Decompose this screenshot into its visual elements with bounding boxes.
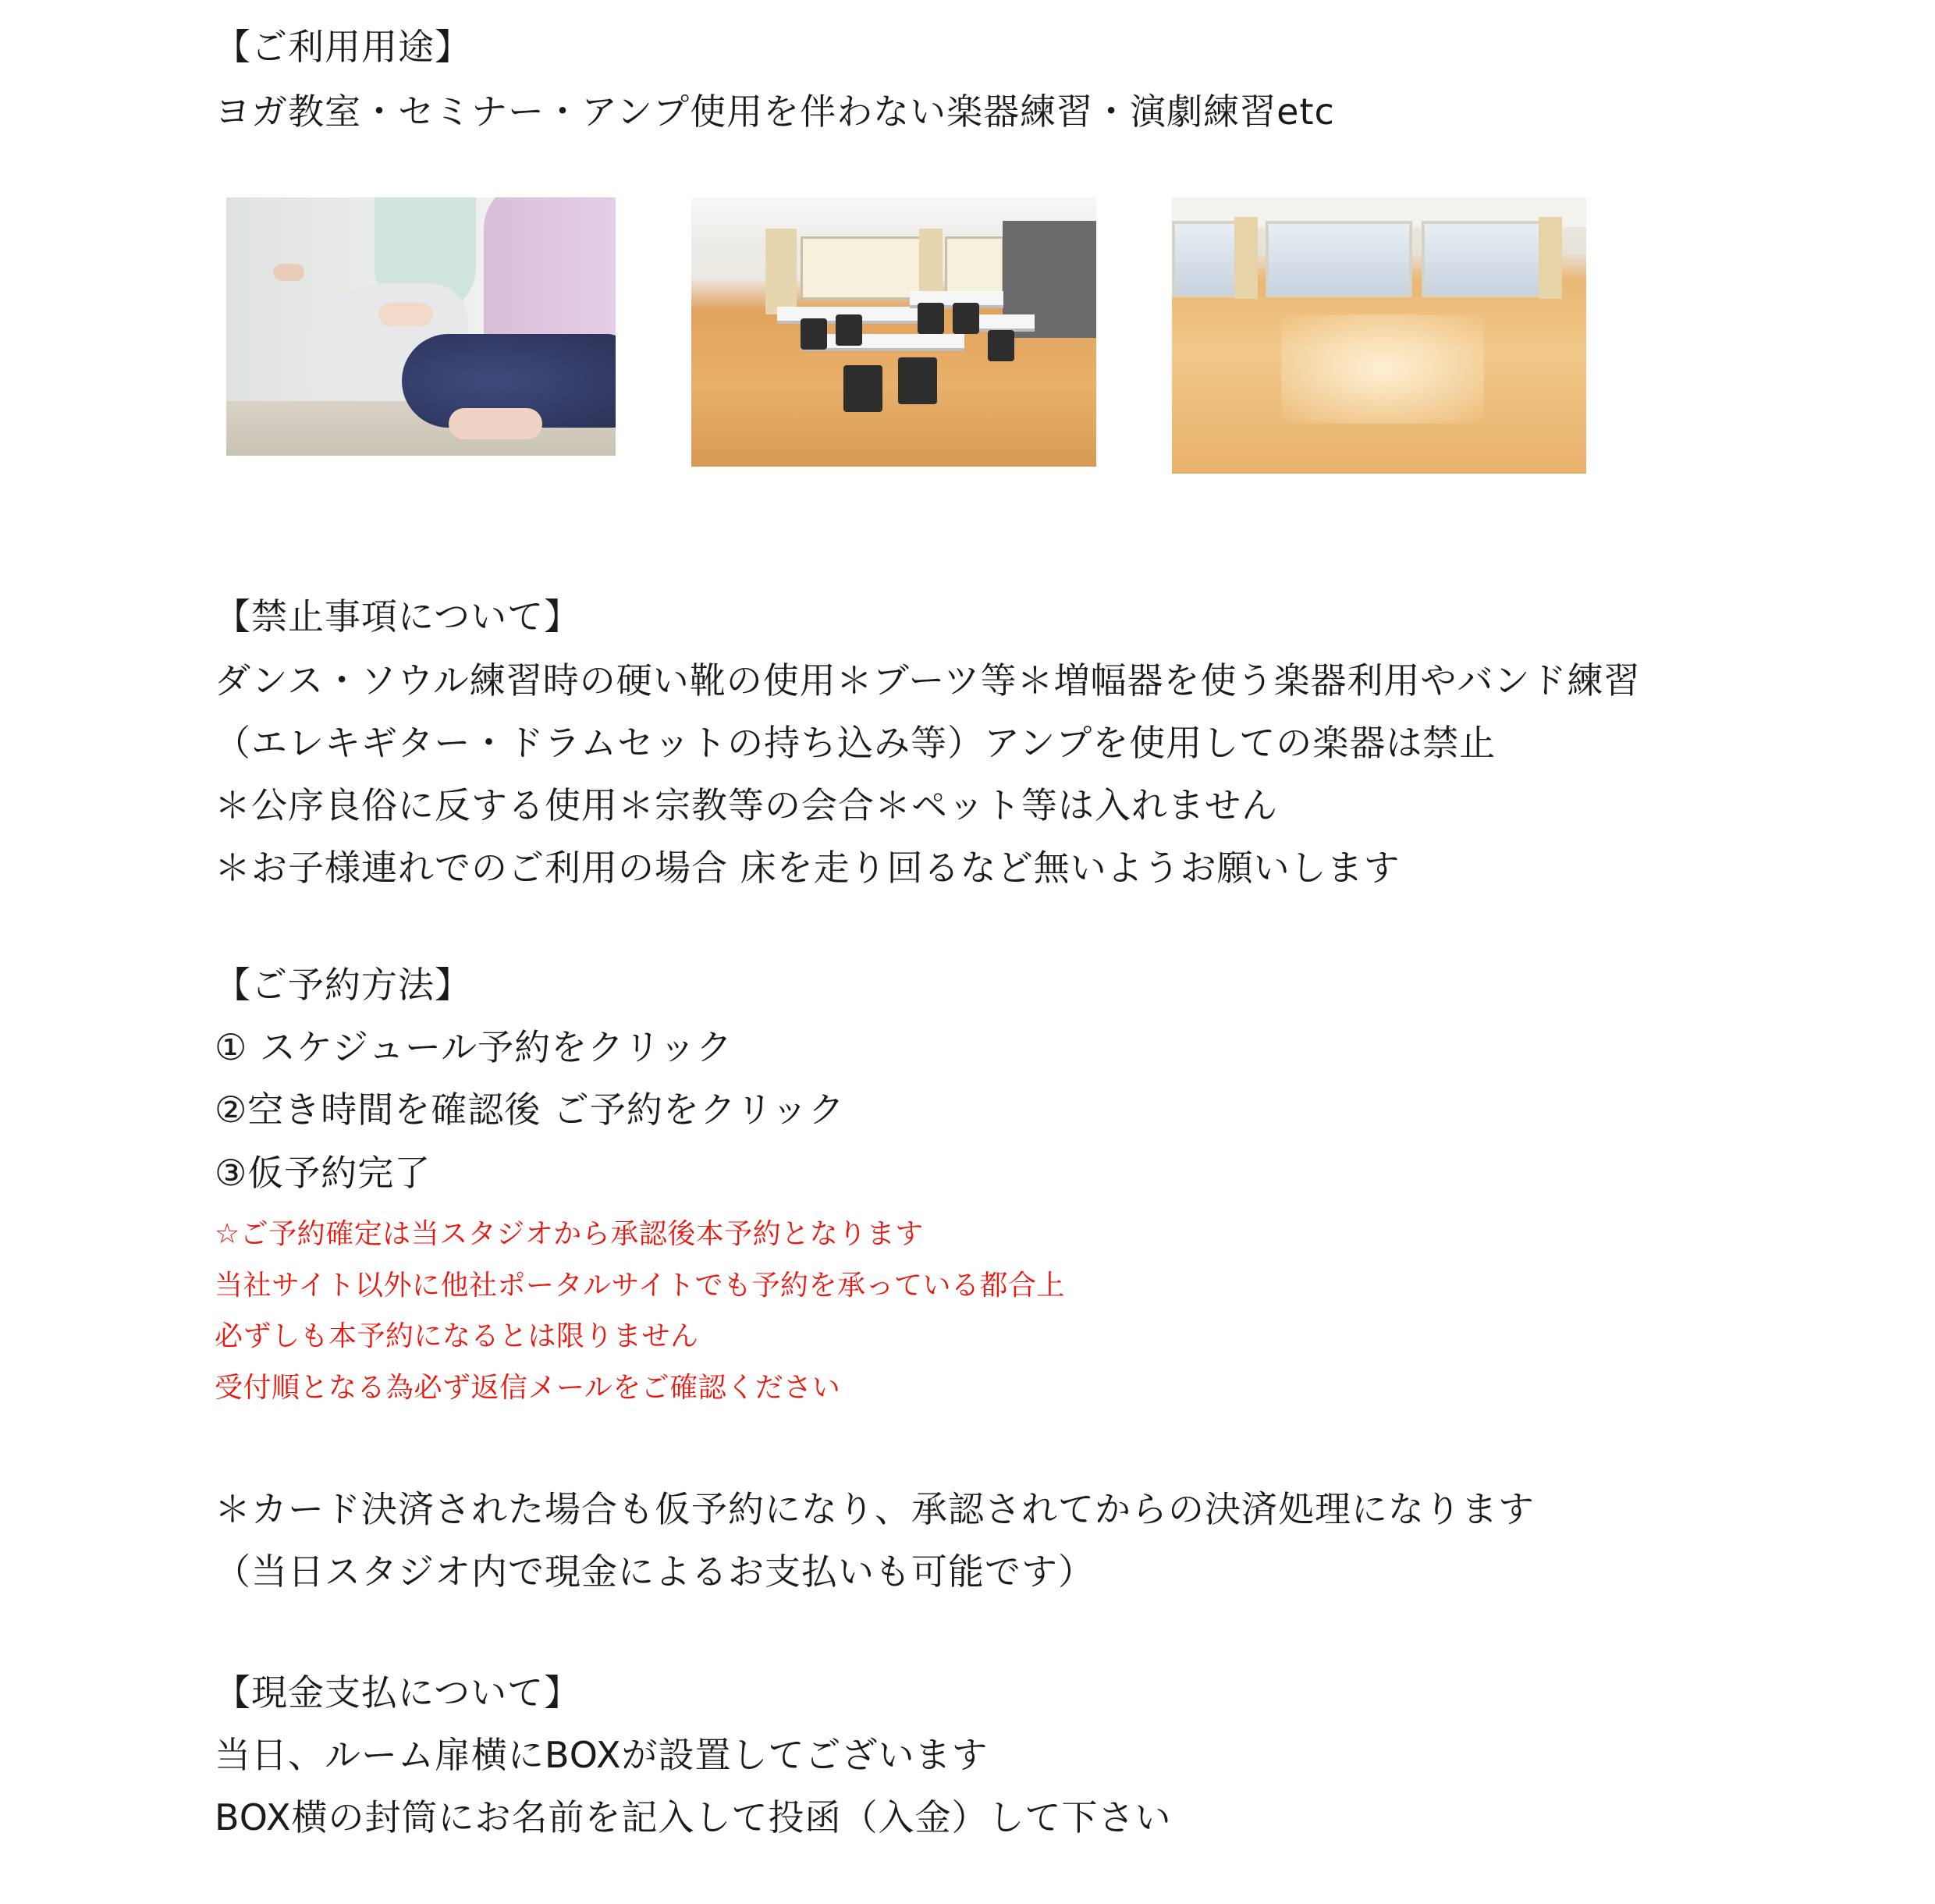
cash-line: BOX横の封筒にお名前を記入して投函（入金）して下さい	[215, 1796, 1172, 1838]
prohibited-heading: 【禁止事項について】	[215, 595, 581, 638]
studio-photo	[1172, 197, 1586, 474]
usage-body: ヨガ教室・セミナー・アンプ使用を伴わない楽器練習・演劇練習etc	[215, 91, 1335, 133]
prohibited-line: ＊公序良俗に反する使用＊宗教等の会合＊ペット等は入れません	[215, 784, 1278, 826]
reservation-step: ②空き時間を確認後 ご予約をクリック	[215, 1089, 846, 1131]
reservation-step: ③仮予約完了	[215, 1152, 431, 1194]
prohibited-line: （エレキギター・ドラムセットの持ち込み等）アンプを使用しての楽器は禁止	[215, 722, 1497, 764]
seminar-room-photo	[691, 197, 1096, 467]
card-payment-note: ＊カード決済された場合も仮予約になり、承認されてからの決済処理になります	[215, 1488, 1535, 1530]
cash-line: 当日、ルーム扉横にBOXが設置してございます	[215, 1734, 989, 1776]
reservation-note: 受付順となる為必ず返信メールをご確認ください	[215, 1372, 841, 1404]
usage-heading: 【ご利用用途】	[215, 26, 471, 68]
reservation-step: ① スケジュール予約をクリック	[215, 1026, 733, 1068]
reservation-note: 当社サイト以外に他社ポータルサイトでも予約を承っている都合上	[215, 1270, 1065, 1302]
cash-heading: 【現金支払について】	[215, 1671, 581, 1714]
reservation-note: 必ずしも本予約になるとは限りません	[215, 1320, 699, 1352]
card-payment-note: （当日スタジオ内で現金によるお支払いも可能です）	[215, 1551, 1095, 1593]
prohibited-line: ダンス・ソウル練習時の硬い靴の使用＊ブーツ等＊増幅器を使う楽器利用やバンド練習	[215, 659, 1641, 702]
reservation-note: ☆ご予約確定は当スタジオから承認後本予約となります	[215, 1218, 924, 1250]
reservation-heading: 【ご予約方法】	[215, 964, 471, 1006]
prohibited-line: ＊お子様連れでのご利用の場合 床を走り回るなど無いようお願いします	[215, 847, 1401, 889]
yoga-photo	[226, 197, 616, 456]
